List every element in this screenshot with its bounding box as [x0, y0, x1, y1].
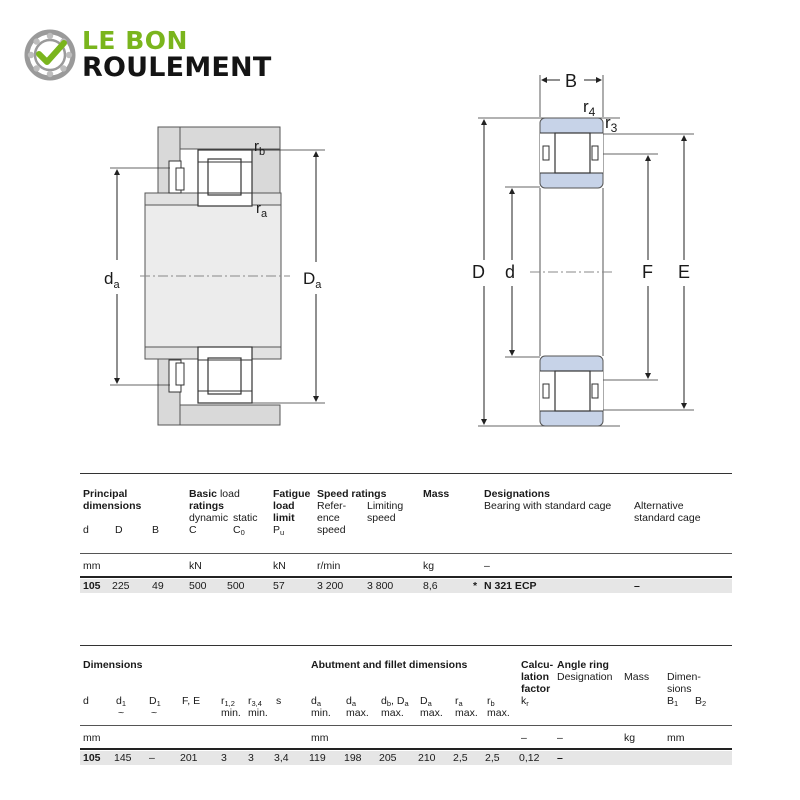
symbol2-D1: $D_1$: [149, 695, 161, 708]
header-dynamic: dynamic: [189, 512, 229, 524]
symbol2-B2: $B_2$: [695, 695, 707, 708]
symbol2-D1-tilde: ~: [151, 707, 158, 719]
symbol-C0: $C_0$: [233, 524, 245, 537]
symbol2-Da: $D_a$: [420, 695, 432, 708]
header-limit: limit: [273, 512, 295, 524]
cell2-FE: 201: [180, 752, 198, 764]
header-calc-3: factor: [521, 683, 551, 695]
unit-kg: kg: [423, 560, 435, 572]
header-ence: ence: [317, 512, 340, 524]
unit-mm: mm: [83, 560, 101, 572]
header-dimen-2: sions: [667, 683, 692, 695]
cell-C0: 500: [227, 580, 245, 592]
cell2-da-max: 198: [344, 752, 362, 764]
symbol-d: d: [83, 524, 89, 536]
header-calc-1: Calcu-: [521, 659, 554, 671]
units-rule-2: [80, 725, 732, 726]
label-B: B: [565, 71, 578, 91]
cell-mass: 8,6: [423, 580, 438, 592]
logo-line-1: LE BON: [82, 26, 188, 55]
unit2-mm: mm: [83, 732, 101, 744]
symbol2-d: d: [83, 695, 89, 707]
header-limiting: Limiting: [367, 500, 404, 512]
symbol-D: D: [115, 524, 123, 536]
label-E: E: [678, 262, 691, 282]
cell2-d: 105: [83, 752, 101, 764]
header-dimen-1: Dimen-: [667, 671, 701, 683]
symbol2-db-max-q: max.: [381, 707, 404, 719]
label-ra: $r_a$: [256, 200, 268, 220]
header-load: load: [273, 500, 295, 512]
symbol2-d1-tilde: ~: [118, 707, 125, 719]
symbol2-d1: $d_1$: [116, 695, 127, 708]
symbol-Pu: $P_u$: [273, 524, 285, 537]
unit2-mm-abutment: mm: [311, 732, 329, 744]
table2-top-rule: [80, 645, 732, 646]
logo-line-2: ROULEMENT: [82, 52, 272, 83]
unit-kn-ratings: kN: [189, 560, 202, 572]
unit2-dash-2: –: [557, 732, 563, 744]
unit2-kg: kg: [624, 732, 636, 744]
header-calc-2: lation: [521, 671, 549, 683]
cell-B: 49: [152, 580, 164, 592]
symbol2-ra-max-q: max.: [455, 707, 478, 719]
data-rule-2: [80, 748, 732, 750]
symbol2-r12-min: min.: [221, 707, 241, 719]
header-angle-ring: Angle ring: [557, 659, 609, 671]
table-row: [80, 751, 732, 765]
symbol2-da-max: $d_a$: [346, 695, 357, 708]
cell-d: 105: [83, 580, 101, 592]
cell2-kr: 0,12: [519, 752, 540, 764]
header-angle-designation: Designation: [557, 671, 613, 683]
header-designations: Designations: [484, 488, 550, 500]
cell-Pu: 57: [273, 580, 285, 592]
header-reference-speed: speed: [317, 524, 346, 536]
unit-dash: –: [484, 560, 490, 572]
header-principal: Principal: [83, 488, 128, 500]
cell2-r34: 3: [248, 752, 254, 764]
header-basic-load: Basic load: [189, 488, 240, 500]
symbol2-FE: F, E: [182, 695, 201, 707]
symbol2-kr: $k_r$: [521, 695, 529, 708]
symbol2-da-min: $d_a$: [311, 695, 322, 708]
label-Da: $D_a$: [303, 269, 322, 291]
header-alternative: Alternative: [634, 500, 684, 512]
cell-designation[interactable]: N 321 ECP: [484, 580, 537, 592]
symbol-B: B: [152, 524, 160, 536]
header-dimensions-2: Dimensions: [83, 659, 143, 671]
label-r3: $r_3$: [605, 113, 618, 135]
cell-D: 225: [112, 580, 130, 592]
unit2-mm-dimensions: mm: [667, 732, 685, 744]
symbol2-rb-max-q: max.: [487, 707, 510, 719]
symbol2-s: s: [276, 695, 282, 707]
cell-limiting-speed: 3 800: [367, 580, 394, 592]
symbol2-db-Da: $d_b$, $D_a$: [381, 695, 409, 708]
cell2-angle-ring: –: [557, 752, 563, 764]
cell-C: 500: [189, 580, 207, 592]
symbol2-B1: $B_1$: [667, 695, 679, 708]
unit-rmin: r/min: [317, 560, 341, 572]
symbol-C: C: [189, 524, 197, 536]
symbol2-da-min-q: min.: [311, 707, 331, 719]
symbol2-r34: $r_{3,4}$: [248, 695, 262, 708]
symbol2-Da-max-q: max.: [420, 707, 443, 719]
header-limiting-speed: speed: [367, 512, 396, 524]
label-rb: $r_b$: [254, 138, 266, 158]
header-speed-ratings: Speed ratings: [317, 488, 387, 500]
symbol2-rb: $r_b$: [487, 695, 495, 708]
cell2-da-min: 119: [309, 752, 326, 764]
cell-reference-speed: 3 200: [317, 580, 344, 592]
cell2-rb-max: 2,5: [485, 752, 500, 764]
label-D: D: [472, 262, 485, 282]
cell2-db-Da: 205: [379, 752, 397, 764]
cell2-Da-max: 210: [418, 752, 436, 764]
header-fatigue: Fatigue: [273, 488, 311, 500]
cell-star: *: [473, 580, 478, 592]
symbol2-r12: $r_{1,2}$: [221, 695, 235, 708]
symbol2-r34-min: min.: [248, 707, 268, 719]
header-dimensions: dimensions: [83, 500, 142, 512]
symbol2-da-max-q: max.: [346, 707, 369, 719]
label-da: $d_a$: [104, 269, 120, 291]
label-F: F: [642, 262, 653, 282]
header-abutment: Abutment and fillet dimensions: [311, 659, 468, 671]
header-refer: Refer-: [317, 500, 347, 512]
cell-alternative: –: [634, 580, 640, 592]
header-mass-2: Mass: [624, 671, 650, 683]
cell2-D1: –: [149, 752, 155, 764]
symbol2-ra: $r_a$: [455, 695, 463, 708]
cell2-r12: 3: [221, 752, 227, 764]
header-mass: Mass: [423, 488, 450, 500]
unit2-dash-1: –: [521, 732, 527, 744]
label-r4: $r_4$: [583, 97, 596, 119]
header-static: static: [233, 512, 258, 524]
cell2-d1: 145: [114, 752, 132, 764]
cell2-s: 3,4: [274, 752, 289, 764]
header-ratings: ratings: [189, 500, 225, 512]
header-bearing-standard-cage: Bearing with standard cage: [484, 500, 612, 512]
header-alternative-cage: standard cage: [634, 512, 701, 524]
unit-kn-limit: kN: [273, 560, 286, 572]
label-d: d: [505, 262, 516, 282]
cell2-ra-max: 2,5: [453, 752, 468, 764]
